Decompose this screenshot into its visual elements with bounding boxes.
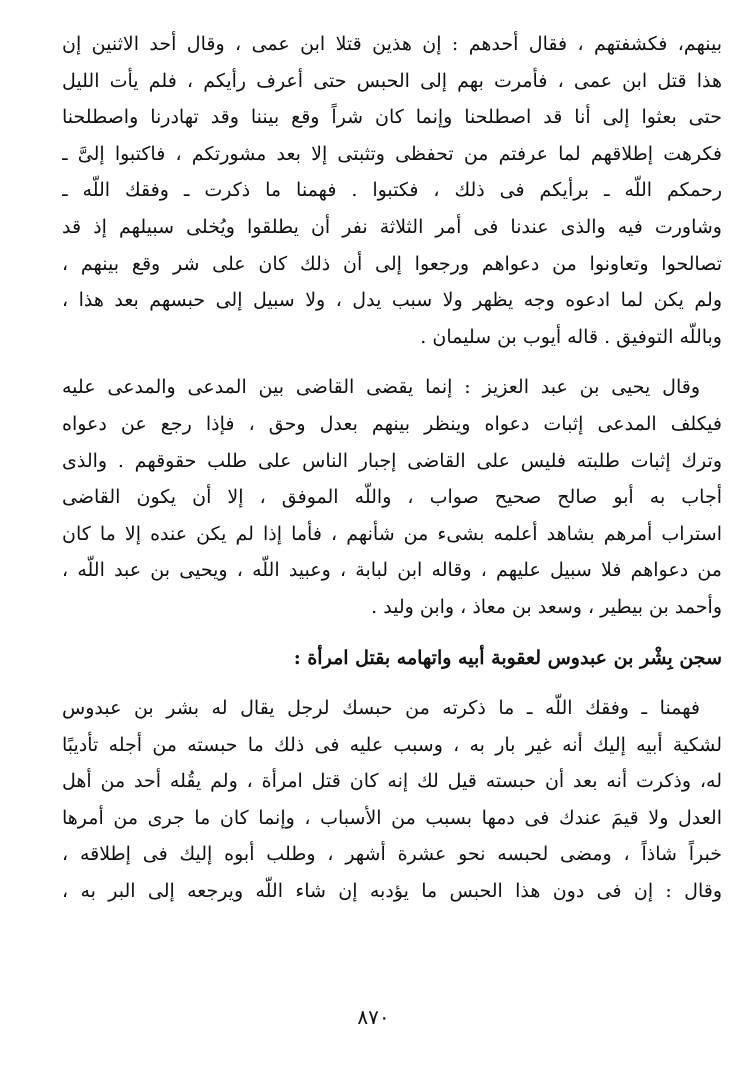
text-line: وقال يحيى بن عبد العزيز : إنما يقضى القاضى بين المدعى والمدعى عليه — [62, 376, 700, 399]
text-line: من دعواهم فلا سبيل عليهم ، وقاله ابن لبابة ، وعبيد اللّه ، ويحيى بن عبد اللّه ، — [62, 559, 722, 582]
text-line: فكرهت إطلاقهم لما عرفتم من تحفظى وتثبتى إلا بعد مشورتكم ، فاكتبوا إلىَّ ـ — [62, 142, 722, 165]
text-line: رحمكم اللّه ـ برأيكم فى ذلك ، فكتبوا . فهمنا ما ذكرت ـ وفقك اللّه ـ — [62, 179, 722, 202]
text-line: وترك إثبات طلبته فليس على القاضى إجبار الناس على طلب حقوقهم . والذى — [62, 449, 722, 472]
document-page — [62, 26, 722, 910]
paragraph-1 — [62, 26, 722, 355]
text-line: فهمنا ـ وفقك اللّه ـ ما ذكرته من حبسك لرجل يقال له بشر بن عبدوس — [62, 697, 700, 720]
text-line: وقال : إن فى دون هذا الحبس ما يؤدبه إن شاء اللّه ويرجعه إلى البر به ، — [62, 880, 722, 903]
text-line: وشاورت فيه والذى عندنا فى أمر الثلاثة نفر أن يطلقوا ويُخلى سبيلهم إذ قد — [62, 215, 722, 238]
text-line: له، وذكرت أنه بعد أن حبسته قيل لك إنه كان قتل امرأة ، ولم يقُله أحد من أهل — [62, 770, 722, 793]
paragraph-2 — [62, 369, 722, 625]
text-line: ولم يكن لما ادعوه وجه يظهر ولا سبب يدل ، ولا سبيل إلى حبسهم بعد هذا ، — [62, 289, 722, 312]
text-line: لشكية أبيه إليك أنه غير بار به ، وسبب عليه فى ذلك ما حبسته من أجله تأديبًا — [62, 733, 722, 756]
text-line: حتى بعثوا إلى أنا قد اصطلحنا وإنما كان شراً وقع بيننا وقد تهادرنا واصطلحنا — [62, 106, 722, 129]
text-line: أجاب به أبو صالح صحيح صواب ، واللّه الموفق ، إلا أن يكون القاضى — [62, 486, 722, 509]
section-heading: سجن بِشْر بن عبدوس لعقوبة أبيه واتهامه بقتل امرأة : — [293, 646, 722, 669]
text-line: تصالحوا وتعاونوا من دعواهم ورجعوا إلى أن ذلك كان على شر وقع بينهم ، — [62, 252, 722, 275]
paragraph-3 — [62, 690, 722, 910]
text-line: وأحمد بن بيطير ، وسعد بن معاذ ، وابن وليد . — [371, 595, 722, 618]
text-line: خبراً شاذاً ، ومضى لحبسه نحو عشرة أشهر ، وطلب أبوه إليك فى إطلاقه ، — [62, 843, 722, 866]
text-line: هذا قتل ابن عمى ، فأمرت بهم إلى الحبس حتى أعرف رأيكم ، فلم يأت الليل — [62, 69, 722, 92]
text-line: وباللّه التوفيق . قاله أيوب بن سليمان . — [420, 325, 722, 348]
text-line: استراب أمرهم بشاهد أعلمه بشىء من شأنهم ، فأما إذا لم يكن عنده إلا ما كان — [62, 522, 722, 545]
text-line: بينهم، فكشفتهم ، فقال أحدهم : إن هذين قتلا ابن عمى ، وقال أحد الاثنين إن — [62, 33, 722, 55]
text-line: العدل ولا قيمَ عندك فى دمها بسبب من الأسباب ، وإنما كان ما جرى من أمرها — [62, 806, 722, 829]
text-line: فيكلف المدعى إثبات دعواه وينظر بينهم بعدل وحق ، فإذا رجع عن دعواه — [62, 412, 722, 435]
page-number: ٨٧٠ — [357, 1005, 390, 1029]
